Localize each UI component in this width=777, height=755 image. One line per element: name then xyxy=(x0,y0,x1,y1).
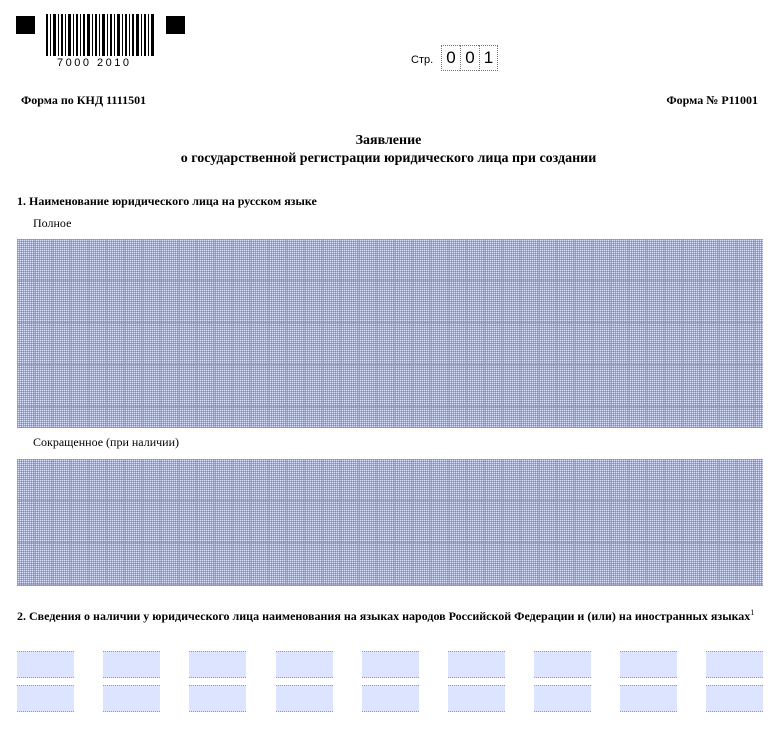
language-box[interactable] xyxy=(17,651,74,678)
language-box[interactable] xyxy=(17,685,74,712)
page-number-cells xyxy=(441,45,498,71)
language-box[interactable] xyxy=(189,651,246,678)
short-name-grid xyxy=(17,459,763,586)
footnote-mark: 1 xyxy=(750,608,755,617)
language-box[interactable] xyxy=(706,651,763,678)
section-2-heading xyxy=(17,605,758,624)
language-box[interactable] xyxy=(103,651,160,678)
language-box[interactable] xyxy=(276,685,333,712)
registration-marker-right xyxy=(166,16,185,34)
language-box[interactable] xyxy=(534,685,591,712)
language-box[interactable] xyxy=(362,685,419,712)
page-digit-cell[interactable]: 1 xyxy=(479,45,498,71)
language-box[interactable] xyxy=(448,651,505,678)
language-box[interactable] xyxy=(620,685,677,712)
form-number: Форма № Р11001 xyxy=(666,93,758,107)
language-box[interactable] xyxy=(189,685,246,712)
language-box[interactable] xyxy=(706,685,763,712)
barcode xyxy=(46,14,154,56)
language-box[interactable] xyxy=(103,685,160,712)
language-box[interactable] xyxy=(534,651,591,678)
barcode-number: 7000 2010 xyxy=(57,57,132,69)
language-box[interactable] xyxy=(276,651,333,678)
form-knd-code: Форма по КНД 1111501 xyxy=(21,93,147,107)
language-box[interactable] xyxy=(620,651,677,678)
page-digit-cell[interactable]: 0 xyxy=(441,45,460,71)
language-box[interactable] xyxy=(448,685,505,712)
full-name-field[interactable] xyxy=(17,239,763,428)
full-name-grid xyxy=(17,239,763,428)
language-box[interactable] xyxy=(362,651,419,678)
page-digit-cell[interactable]: 0 xyxy=(460,45,479,71)
document-title: Заявление xyxy=(355,133,422,148)
section-1-heading: 1. Наименование юридического лица на русском языке xyxy=(17,194,317,208)
document-subtitle: о государственной регистрации юридического лица при создании xyxy=(180,151,597,166)
short-name-field[interactable] xyxy=(17,459,763,586)
registration-marker-left xyxy=(16,16,35,34)
full-name-label: Полное xyxy=(33,216,72,230)
page-label: Стр. xyxy=(411,54,434,66)
short-name-label: Сокращенное (при наличии) xyxy=(33,435,180,449)
section-2-text: 2. Сведения о наличии у юридического лица наименования на языках народов Российской Федерации и (или) на иностранных языках xyxy=(17,609,751,623)
